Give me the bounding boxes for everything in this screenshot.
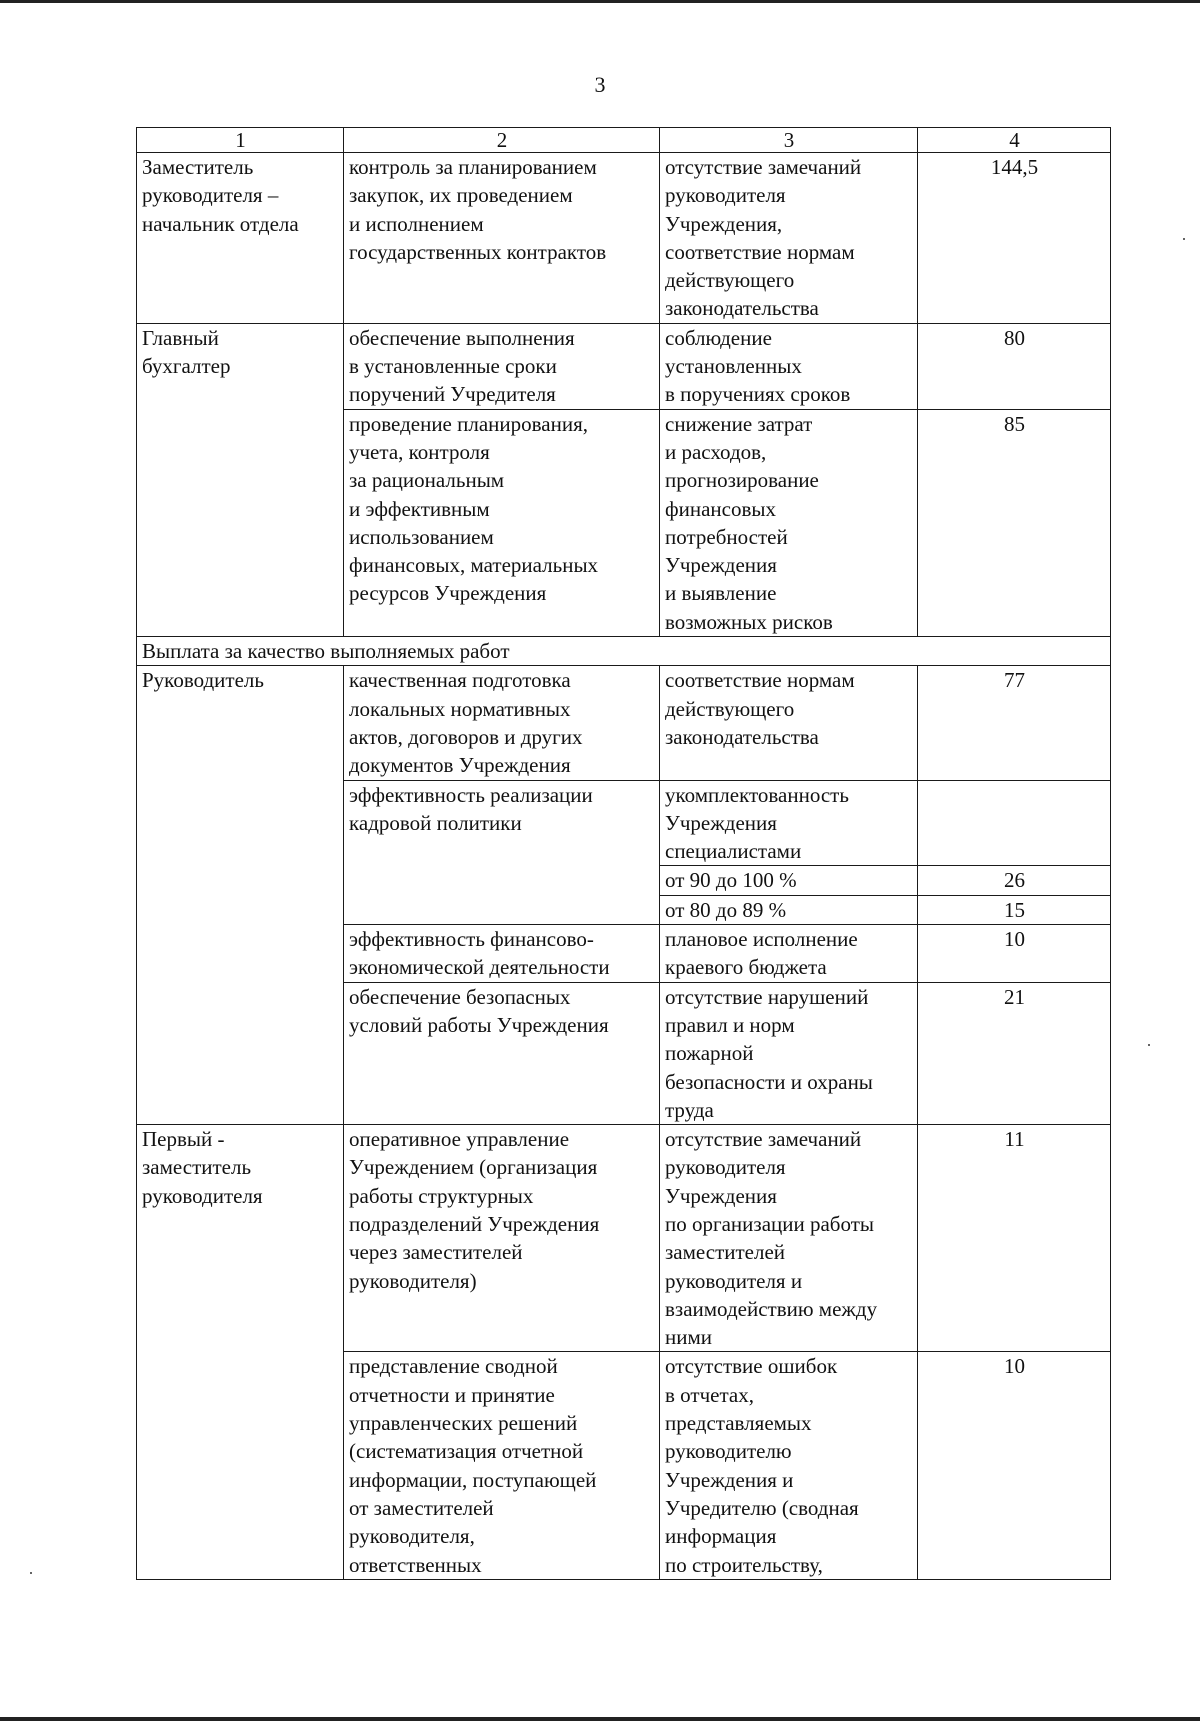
condition-cell: соблюдение установленных в поручениях сроков (660, 323, 918, 409)
section-title: Выплата за качество выполняемых работ (137, 637, 1111, 666)
condition-cell: отсутствие замечаний руководителя Учреждения, соответствие нормам действующего законодательства (660, 153, 918, 324)
criterion-cell: проведение планирования, учета, контроля за рациональным и эффективным использованием финансовых, материальных ресурсов Учреждения (344, 409, 660, 636)
condition-cell: от 90 до 100 % (660, 866, 918, 895)
condition-cell: плановое исполнение краевого бюджета (660, 925, 918, 983)
header-col-1: 1 (137, 128, 344, 153)
scan-border-bottom (0, 1717, 1200, 1721)
value-cell: 85 (918, 409, 1111, 636)
position-cell: Главный бухгалтер (137, 323, 344, 636)
criterion-cell: обеспечение безопасных условий работы Учреждения (344, 982, 660, 1124)
condition-cell: от 80 до 89 % (660, 895, 918, 924)
scan-border-top (0, 0, 1200, 3)
criterion-cell: контроль за планированием закупок, их проведением и исполнением государственных контрактов (344, 153, 660, 324)
value-cell: 15 (918, 895, 1111, 924)
page-number: 3 (594, 72, 606, 97)
criterion-cell: оперативное управление Учреждением (организация работы структурных подразделений Учреждения через заместителей руководителя) (344, 1125, 660, 1352)
scan-speck (1148, 1044, 1150, 1046)
value-cell: 21 (918, 982, 1111, 1124)
value-cell: 80 (918, 323, 1111, 409)
value-cell: 77 (918, 666, 1111, 780)
value-cell: 10 (918, 1352, 1111, 1579)
table-row (137, 666, 1111, 780)
value-cell: 144,5 (918, 153, 1111, 324)
condition-cell: отсутствие нарушений правил и норм пожарной безопасности и охраны труда (660, 982, 918, 1124)
criterion-cell: качественная подготовка локальных нормативных актов, договоров и других документов Учреждения (344, 666, 660, 780)
position-cell: Заместитель руководителя – начальник отдела (137, 153, 344, 324)
header-col-3: 3 (660, 128, 918, 153)
table-row (137, 153, 1111, 324)
position-cell: Первый - заместитель руководителя (137, 1125, 344, 1580)
condition-cell: соответствие нормам действующего законодательства (660, 666, 918, 780)
condition-cell: отсутствие замечаний руководителя Учреждения по организации работы заместителей руководителя и взаимодействию между ними (660, 1125, 918, 1352)
criterion-cell: эффективность финансово- экономической деятельности (344, 925, 660, 983)
condition-cell: снижение затрат и расходов, прогнозирование финансовых потребностей Учреждения и выявление возможных рисков (660, 409, 918, 636)
criterion-cell: эффективность реализации кадровой политики (344, 780, 660, 924)
condition-cell: укомплектованность Учреждения специалистами (660, 780, 918, 866)
scan-speck (1183, 238, 1185, 240)
position-cell: Руководитель (137, 666, 344, 1125)
header-col-2: 2 (344, 128, 660, 153)
scan-speck (30, 1572, 32, 1574)
criteria-table (136, 127, 1111, 1580)
value-cell: 11 (918, 1125, 1111, 1352)
section-row (137, 637, 1111, 666)
table-row (137, 323, 1111, 409)
condition-cell: отсутствие ошибок в отчетах, представляемых руководителю Учреждения и Учредителю (сводная информация по строительству, (660, 1352, 918, 1579)
criterion-cell: обеспечение выполнения в установленные сроки поручений Учредителя (344, 323, 660, 409)
value-cell (918, 780, 1111, 866)
header-col-4: 4 (918, 128, 1111, 153)
criterion-cell: представление сводной отчетности и принятие управленческих решений (систематизация отчетной информации, поступающей от заместителей руководителя, ответственных (344, 1352, 660, 1579)
value-cell: 26 (918, 866, 1111, 895)
value-cell: 10 (918, 925, 1111, 983)
header-row (137, 128, 1111, 153)
table-row (137, 1125, 1111, 1352)
